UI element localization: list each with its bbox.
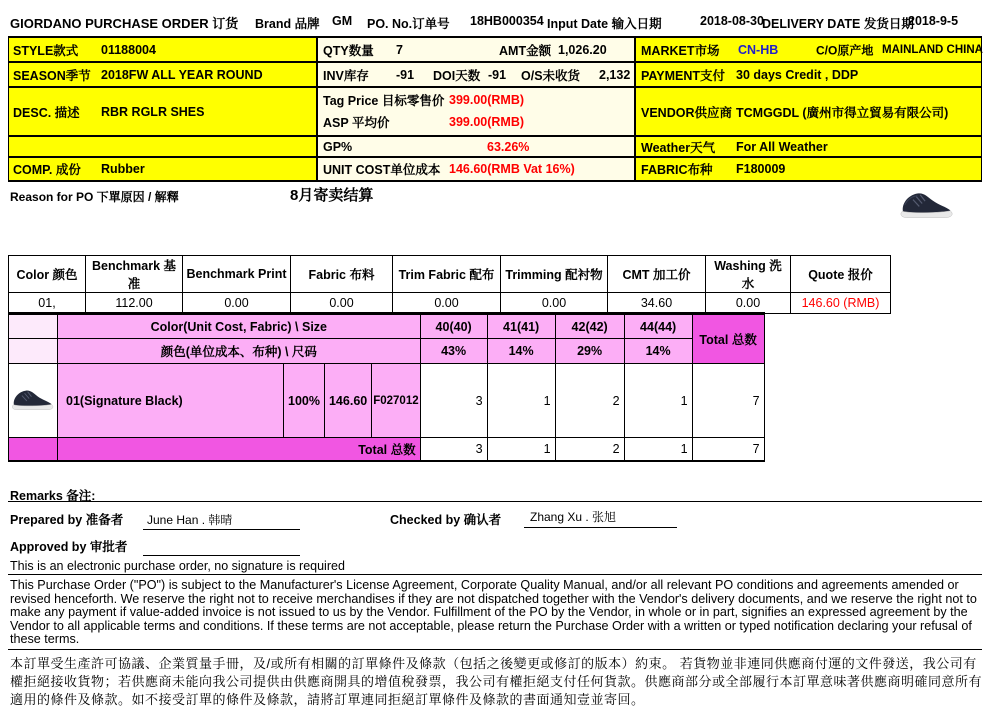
quote-header-cmt: CMT 加工价 [608, 256, 706, 293]
vendor-label: VENDOR供应商 [641, 105, 732, 120]
quote-header-fabric: Fabric 布料 [291, 256, 393, 293]
po-number-value: 18HB000354 [470, 14, 544, 28]
tag-price-value: 399.00(RMB) [449, 92, 525, 107]
remarks-label: Remarks 备注: [10, 489, 96, 503]
po-number-label: PO. No.订单号 [367, 17, 450, 31]
quote-cell-trimming: 0.00 [501, 293, 608, 314]
style-value: 01188004 [101, 42, 156, 57]
sneaker-image [898, 180, 956, 228]
delivery-date-value: 2018-9-5 [908, 14, 959, 28]
amt-label: AMT金额 [499, 43, 552, 58]
outstanding-value: 2,132 [599, 67, 631, 82]
quote-header-benchmark: Benchmark 基准 [86, 256, 183, 293]
qty-size-44: 1 [624, 364, 692, 438]
total-size-41: 1 [487, 438, 555, 461]
total-size-40: 3 [420, 438, 487, 461]
color-pct: 100% [284, 364, 325, 438]
size-pct-44: 14% [624, 339, 692, 364]
mid-cell-bg [316, 137, 636, 156]
season-value: 2018FW ALL YEAR ROUND [101, 67, 263, 82]
market-label: MARKET市场 [641, 43, 720, 58]
signature-line [143, 555, 300, 556]
desc-value: RBR RGLR SHES [101, 104, 205, 119]
sneaker-image [10, 381, 56, 417]
signature-line [524, 527, 677, 528]
color-row [9, 364, 765, 438]
prepared-by-value: June Han . 韩晴 [147, 513, 233, 527]
qty-label: QTY数量 [323, 43, 374, 58]
size-pct-42: 29% [555, 339, 624, 364]
page-title: GIORDANO PURCHASE ORDER 订货 [10, 16, 239, 31]
country-of-origin-value: MAINLAND CHINA [882, 43, 983, 56]
style-label: STYLE款式 [13, 43, 79, 58]
approved-by-label: Approved by 审批者 [10, 540, 128, 554]
outstanding-label: O/S未收货 [521, 68, 581, 83]
quote-cell-fabric: 0.00 [291, 293, 393, 314]
quote-header-row [9, 256, 891, 293]
quote-cell-washing: 0.00 [706, 293, 791, 314]
weather-label: Weather天气 [641, 140, 716, 155]
payment-label: PAYMENT支付 [641, 68, 726, 83]
size-col-44: 44(44) [624, 314, 692, 339]
desc-row [9, 88, 981, 137]
weather-value: For All Weather [736, 139, 828, 154]
gp-value: 63.26% [487, 139, 530, 154]
divider [8, 649, 982, 650]
size-table [8, 312, 765, 462]
gp-label: GP% [323, 139, 353, 154]
unit-cost-label: UNIT COST单位成本 [323, 163, 441, 177]
tag-price-label: Tag Price 目标零售价 [323, 93, 445, 108]
size-pct-41: 14% [487, 339, 555, 364]
quote-header-color: Color 颜色 [9, 256, 86, 293]
quote-cell-benchmark-print: 0.00 [183, 293, 291, 314]
gp-row [9, 137, 981, 158]
qty-size-41: 1 [487, 364, 555, 438]
size-pct-40: 43% [420, 339, 487, 364]
size-header-en: Color(Unit Cost, Fabric) \ Size [58, 314, 421, 339]
checked-by-value: Zhang Xu . 张旭 [530, 510, 617, 524]
asp-value: 399.00(RMB) [449, 114, 525, 129]
total-size-42: 2 [555, 438, 624, 461]
checked-by-label: Checked by 确认者 [390, 513, 502, 527]
color-name: 01(Signature Black) [58, 364, 284, 438]
qty-value: 7 [396, 42, 403, 57]
amt-value: 1,026.20 [558, 42, 607, 57]
unit-cost-value: 146.60(RMB Vat 16%) [449, 162, 575, 176]
inventory-label: INV库存 [323, 68, 369, 83]
quote-header-washing: Washing 洗水 [706, 256, 791, 293]
divider [8, 501, 982, 502]
fabric-value: F180009 [736, 162, 786, 176]
desc-label: DESC. 描述 [13, 105, 80, 120]
quote-cell-quote: 146.60 (RMB) [791, 293, 891, 314]
fabric-label: FABRIC布种 [641, 163, 713, 177]
brand-label: Brand 品牌 [255, 17, 320, 31]
season-row [9, 63, 981, 88]
qty-size-40: 3 [420, 364, 487, 438]
delivery-date-label: DELIVERY DATE 发货日期 [762, 17, 914, 31]
quote-value-row [9, 293, 891, 314]
doi-value: -91 [488, 67, 507, 82]
terms-english: This Purchase Order ("PO") is subject to the Manufacturer's License Agreement, Corporate Quality Manual, and/or all relevant PO conditions and agreements amended or revised henceforth. We reserve the right not to receive merchandises if they are not dispatched together with the Vendor's delivery documents, and we reserve the right not to make any payment if value-added invoice is not issued to us by the Vendor. Fulfillment of the PO by the Vendor, in whole or in part, signifies an expressed agreement by the Vendor to all applicable terms and conditions. If these terms are not acceptable, please return the Purchase Order with a written or typed notification declaring your refusal of these terms. [10, 578, 977, 647]
quote-cell-benchmark: 112.00 [86, 293, 183, 314]
season-label: SEASON季节 [13, 68, 91, 83]
size-col-41: 41(41) [487, 314, 555, 339]
electronic-note: This is an electronic purchase order, no signature is required [10, 559, 345, 573]
color-unit-cost: 146.60 [324, 364, 371, 438]
total-row-image-cell [9, 438, 58, 461]
comp-row [9, 158, 981, 180]
style-row [9, 38, 981, 63]
quote-cell-cmt: 34.60 [608, 293, 706, 314]
brand-value: GM [332, 14, 353, 28]
quote-cell-color: 01, [9, 293, 86, 314]
payment-value: 30 days Credit , DDP [736, 67, 859, 82]
inventory-value: -91 [396, 67, 415, 82]
total-size-44: 1 [624, 438, 692, 461]
quote-cell-trim-fabric: 0.00 [393, 293, 501, 314]
prepared-by-label: Prepared by 准备者 [10, 513, 124, 527]
reason-label: Reason for PO 下單原因 / 解釋 [10, 190, 179, 204]
size-header-row-1 [9, 314, 765, 339]
qty-row-total: 7 [692, 364, 764, 438]
total-row-label: Total 总数 [58, 438, 421, 461]
size-col-40: 40(40) [420, 314, 487, 339]
composition-value: Rubber [101, 162, 145, 176]
image-column-header [9, 314, 58, 339]
quote-table [8, 255, 891, 314]
quote-header-benchmark-print: Benchmark Print [183, 256, 291, 293]
quote-header-trim-fabric: Trim Fabric 配布 [393, 256, 501, 293]
asp-label: ASP 平均价 [323, 115, 390, 130]
qty-size-42: 2 [555, 364, 624, 438]
order-info-grid [8, 36, 982, 182]
divider [8, 574, 982, 575]
market-value: CN-HB [738, 42, 779, 57]
signature-line [143, 529, 300, 530]
total-column-header: Total 总数 [692, 314, 764, 364]
country-of-origin-label: C/O原产地 [816, 43, 874, 57]
image-column-header [9, 339, 58, 364]
composition-label: COMP. 成份 [13, 163, 81, 177]
reason-value: 8月寄卖结算 [290, 187, 374, 204]
input-date-value: 2018-08-30 [700, 14, 764, 28]
size-header-row-2 [9, 339, 765, 364]
quote-header-trimming: Trimming 配衬物 [501, 256, 608, 293]
doi-label: DOI天数 [433, 68, 481, 83]
color-image-cell [9, 364, 58, 438]
input-date-label: Input Date 输入日期 [547, 17, 662, 31]
size-col-42: 42(42) [555, 314, 624, 339]
vendor-value: TCMGGDL (廣州市得立貿易有限公司) [736, 105, 949, 120]
terms-chinese: 本訂單受生產許可協議、企業質量手冊，及/或所有相關的訂單條件及條款（包括之後變更或修訂的版本）約束。 若貨物並非連同供應商付運的文件發送，我公司有權拒絕接收貨物；若供應商未能向我公司提供由供應商開具的增值稅發票，我公司有權拒絕支付任何貨款。供應商部分或全部履行本訂單意味著供應商明確同意所有適用的條件及條款。如不接受訂單的條件及條款，請將訂單連同拒絕訂單條件及條款的書面通知壹並寄回。 [10, 656, 983, 707]
size-header-cn: 颜色(单位成本、布种) \ 尺码 [58, 339, 421, 364]
size-total-row [9, 438, 765, 461]
quote-header-quote: Quote 报价 [791, 256, 891, 293]
grand-total: 7 [692, 438, 764, 461]
color-fabric-code: F027012 [372, 364, 420, 438]
